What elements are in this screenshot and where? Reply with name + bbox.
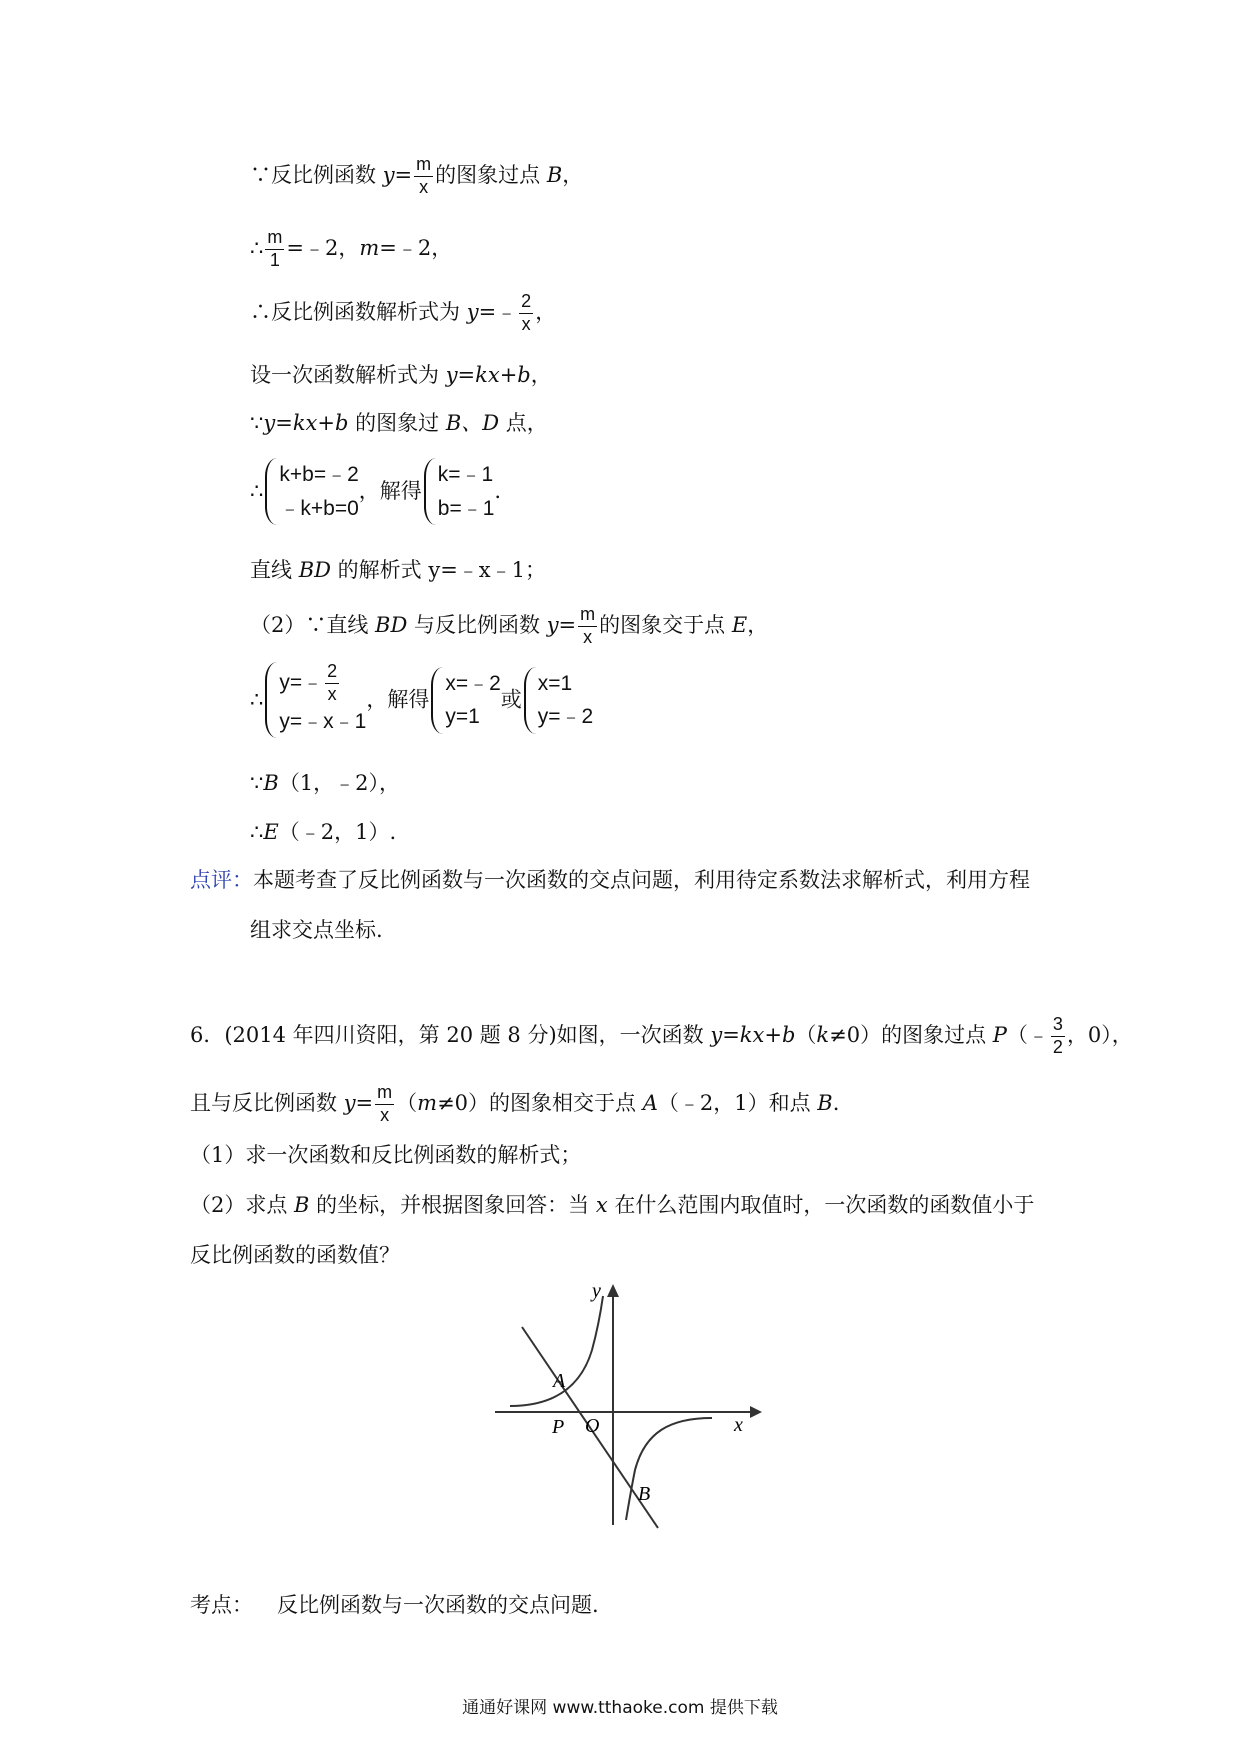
text: ≠0）的图象相交于点 (437, 1090, 643, 1115)
fraction (519, 292, 533, 335)
solution-line-11 (250, 822, 396, 843)
text: （ (795, 1022, 817, 1047)
text: P (992, 1022, 1007, 1047)
x-axis-arrow (750, 1406, 762, 1418)
problem-line-2 (190, 1083, 839, 1126)
comment-label: 点评： (190, 868, 253, 892)
question-1 (190, 1145, 581, 1166)
text: ， (535, 299, 557, 324)
comment-line-1 (190, 870, 1030, 891)
question-2-line-1 (190, 1195, 1034, 1216)
text: ∴反比例函数解析式为 (250, 299, 467, 324)
solution-line-7 (250, 560, 546, 581)
text: 的图象交于点 (599, 612, 732, 637)
x-axis-label: x (734, 1414, 743, 1436)
text: （﹣ (1006, 1022, 1049, 1047)
text: k (816, 1022, 830, 1047)
kaodian-line (190, 1595, 599, 1616)
solution-line-9 (250, 662, 593, 738)
equation-row: x=1 (537, 671, 573, 695)
text: ， (562, 162, 584, 187)
denominator: x (521, 313, 531, 334)
text: y=﹣x﹣1； (428, 558, 546, 582)
text: 的图象过 (348, 411, 446, 435)
text: y (466, 299, 479, 324)
text: ∴ (250, 479, 264, 504)
text: 反比例函数的函数值？ (190, 1243, 400, 1267)
text: （2）求点 (190, 1193, 295, 1217)
text: ，解得 (358, 479, 422, 504)
solution-line-1 (250, 155, 583, 198)
text: （﹣2，1）和点 (657, 1090, 818, 1115)
text: ， (530, 363, 552, 387)
equation-system (422, 458, 495, 525)
text: ∵反比例函数 (250, 162, 383, 187)
solution-line-3 (250, 292, 556, 335)
text: A (642, 1090, 658, 1115)
text: 6．(2014 年四川资阳，第 20 题 8 分)如图，一次函数 (190, 1022, 711, 1047)
problem-line-1 (190, 1015, 1133, 1058)
solution-line-8 (250, 605, 768, 648)
y-axis-arrow (607, 1284, 619, 1297)
question-2-line-2 (190, 1245, 400, 1266)
text: m (359, 235, 380, 260)
solution-line-2 (250, 228, 452, 271)
y-axis-label: y (592, 1280, 601, 1302)
denominator: x (380, 1104, 390, 1125)
text: （﹣2，1）. (278, 820, 397, 844)
numerator: 3 (1051, 1015, 1065, 1037)
point-A-label: A (553, 1370, 566, 1392)
point-B-label: B (638, 1483, 651, 1505)
text: 且与反比例函数 (190, 1090, 344, 1115)
solution-line-4 (250, 365, 552, 386)
numerator: m (375, 1083, 394, 1105)
text: y=kx+b (445, 363, 531, 387)
text: 本题考查了反比例函数与一次函数的交点问题，利用待定系数法求解析式，利用方程 (253, 868, 1030, 892)
text: 的解析式 (330, 558, 429, 582)
text: 在什么范围内取值时，一次函数的函数值小于 (607, 1193, 1035, 1217)
text: y=kx+b (710, 1022, 796, 1047)
comment-line-2 (250, 920, 383, 941)
fraction (325, 662, 339, 705)
text: B、D (445, 411, 500, 435)
equation-row: b=﹣1 (437, 496, 495, 520)
equation-row: k+b=﹣2 (279, 463, 359, 486)
text: y=﹣ (279, 670, 324, 694)
footer-text: 通通好课网 www.tthaoke.com 提供下载 (462, 1698, 778, 1718)
text: ∴ (250, 687, 264, 712)
text: =﹣ (478, 299, 518, 324)
text: E (731, 612, 748, 637)
denominator: 1 (269, 249, 280, 270)
equation-row: y=1 (445, 705, 480, 729)
text: 或 (500, 687, 522, 712)
function-graph-figure (480, 1280, 770, 1560)
text: ，解得 (366, 687, 430, 712)
solution-line-6 (250, 458, 501, 525)
numerator: m (265, 228, 284, 250)
equation-row: x=﹣2 (445, 671, 501, 695)
text: x (595, 1193, 608, 1217)
fraction (578, 605, 597, 648)
fraction (265, 228, 284, 271)
text: 的图象过点 (435, 162, 547, 187)
text: （1，﹣2）， (278, 771, 401, 795)
equation-row: y=﹣2 (537, 705, 594, 729)
text: y= (382, 162, 413, 187)
solution-line-5 (250, 413, 548, 434)
equation-system (263, 458, 358, 525)
text: ≠0）的图象过点 (829, 1022, 993, 1047)
equation-row (279, 662, 366, 705)
text: ，0）， (1066, 1022, 1133, 1047)
text: y=kx+b (263, 411, 349, 435)
numerator: 2 (325, 662, 339, 684)
denominator: x (583, 626, 593, 647)
numerator: 2 (519, 292, 533, 314)
page-footer (0, 1700, 1240, 1717)
denominator: x (419, 176, 429, 197)
equation-system (429, 667, 500, 734)
text: （ (396, 1090, 418, 1115)
origin-label: O (585, 1415, 600, 1437)
text: B (546, 162, 563, 187)
text: ∴ (250, 235, 264, 260)
text: =﹣2， (286, 235, 360, 260)
text: E (263, 820, 279, 844)
equation-row: y=﹣x﹣1 (279, 709, 367, 733)
equation-system (263, 662, 366, 738)
text: =﹣2， (379, 235, 453, 260)
fraction (414, 155, 433, 198)
text: 直线 (250, 558, 299, 582)
text: ∵ (250, 411, 264, 435)
text: 点， (499, 411, 548, 435)
equation-row: k=﹣1 (437, 463, 494, 486)
text: 反比例函数与一次函数的交点问题. (277, 1593, 599, 1617)
denominator: x (327, 683, 337, 704)
text: ∵ (250, 771, 264, 795)
text: BD (375, 612, 408, 637)
text: 的坐标，并根据图象回答：当 (309, 1193, 596, 1217)
equation-system (522, 667, 593, 734)
text: （2）∵直线 (250, 612, 376, 637)
text: m (417, 1090, 438, 1115)
fraction (375, 1083, 394, 1126)
text: B (817, 1090, 833, 1115)
kaodian-label: 考点： (190, 1593, 253, 1617)
text: ∴ (250, 820, 264, 844)
text: ， (747, 612, 769, 637)
numerator: m (578, 605, 597, 627)
denominator: 2 (1052, 1036, 1063, 1057)
text: . (832, 1090, 840, 1115)
point-P-label: P (552, 1416, 565, 1438)
text: . (494, 479, 502, 504)
fraction (1051, 1015, 1065, 1058)
text: B (294, 1193, 310, 1217)
numerator: m (414, 155, 433, 177)
text: 与反比例函数 (407, 612, 547, 637)
equation-row: ﹣k+b=0 (279, 496, 359, 520)
text: B (263, 771, 279, 795)
text: 设一次函数解析式为 (250, 363, 446, 387)
text: 组求交点坐标. (250, 918, 383, 942)
text: y= (343, 1090, 374, 1115)
solution-line-10 (250, 773, 400, 794)
text: BD (298, 558, 331, 582)
text: （1）求一次函数和反比例函数的解析式； (190, 1143, 582, 1167)
text: y= (546, 612, 577, 637)
